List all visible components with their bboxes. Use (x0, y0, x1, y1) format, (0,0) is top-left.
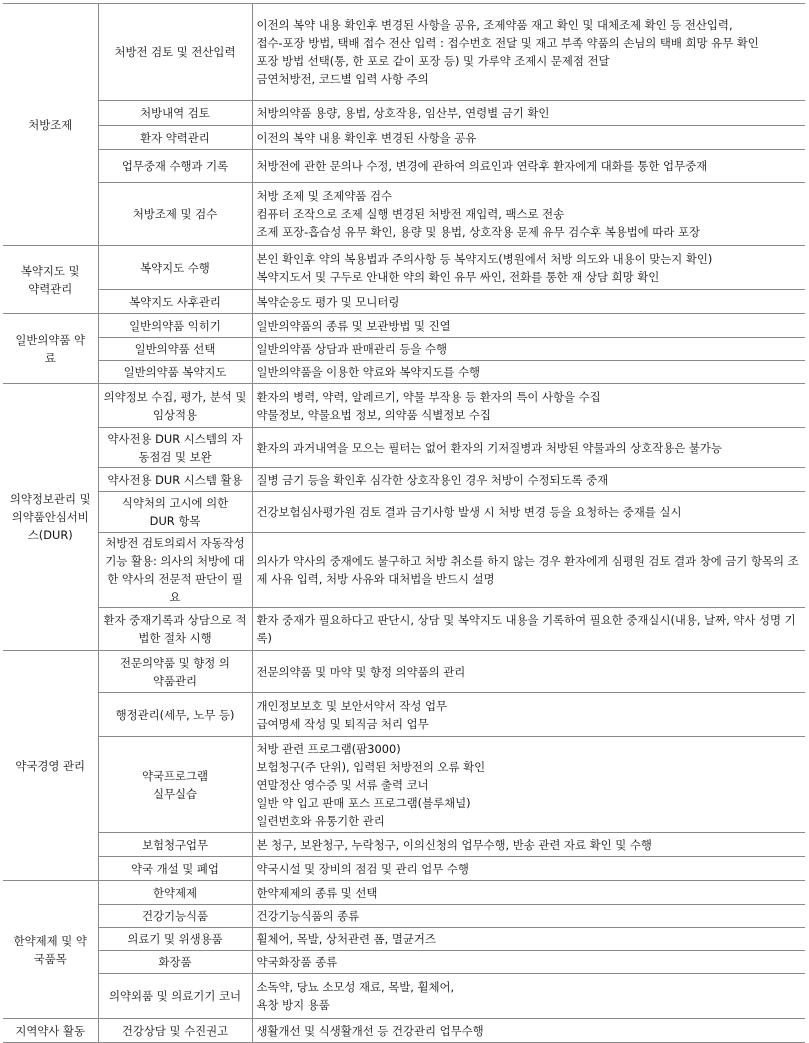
task-cell: 건강기능식품 (98, 905, 252, 928)
task-cell: 처방조제 및 검수 (98, 183, 252, 246)
description-line: 본인 확인후 약의 복용법과 주의사항 등 복약지도(병원에서 처방 의도와 내용이 맞는지 확인) (256, 251, 713, 266)
table-row (3, 314, 805, 338)
description-cell (252, 384, 805, 428)
description-cell (252, 4, 805, 101)
category-label: 일반의약품 약료 (15, 332, 86, 365)
task-cell: 화장품 (98, 951, 252, 974)
description-line: 의사가 약사의 중재에도 불구하고 처방 취소를 하지 않는 경우 환자에게 심평원 검토 결과 창에 금기 항목의 조제 사유 입력, 처방 사유와 대처법을 반드시 설명 (256, 554, 799, 586)
description-line: 개인정보보호 및 보안서약서 작성 업무 (256, 698, 448, 713)
description-line: 한약제제의 종류 및 선택 (256, 885, 378, 900)
description-cell (252, 428, 805, 468)
task-cell: 행정관리(세무, 노무 등) (98, 693, 252, 737)
table-row (3, 928, 805, 951)
description-cell (252, 492, 805, 533)
table-row (3, 737, 805, 833)
task-cell (98, 974, 252, 1019)
description-line: 약물정보, 약물요법 정보, 의약품 식별정보 수집 (256, 407, 491, 422)
description-line: 복약지도서 및 구두로 안내한 약의 확인 유무 싸인, 전화를 통한 재 상담 희망 확인 (256, 269, 660, 284)
task-cell (98, 737, 252, 833)
task-cell (98, 608, 252, 651)
category-cell (3, 384, 98, 651)
category-cell: 약국경영 관리 (3, 651, 98, 881)
table-row (3, 905, 805, 928)
description-cell (252, 314, 805, 338)
description-line: 일반의약품을 이용한 약료와 복약지도를 수행 (256, 365, 481, 379)
description-cell (252, 290, 805, 314)
description-cell (252, 857, 805, 881)
table-row (3, 150, 805, 183)
description-line: 휠체어, 목발, 상처관련 폼, 멸균거즈 (256, 932, 436, 946)
description-line: 전문의약품 및 마약 및 향정 의약품의 관리 (256, 664, 466, 679)
description-cell (252, 183, 805, 246)
table-row (3, 951, 805, 974)
description-line: 일반의약품의 종류 및 보관방법 및 진열 (256, 318, 451, 333)
description-line: 조제 포장-흡습성 유무 확인, 용량 및 용법, 상호작용 문제 유무 검수후 복용법에 따라 포장 (256, 225, 701, 239)
description-line: 소독약, 당뇨 소모성 재료, 목발, 휠체어, (256, 980, 455, 994)
table-row (3, 126, 805, 150)
description-cell (252, 101, 805, 126)
description-line: 일련번호와 유통기한 관리 (256, 813, 385, 828)
task-label: 처방전 검토의뢰서 자동작성기능 활용: 의사의 처방에 대한 약사의 전문적 판단이 필요 (105, 536, 245, 604)
task-cell (98, 533, 252, 608)
category-cell (3, 881, 98, 1019)
description-line: 포장 방법 선택(통, 한 포로 같이 포장 등) 및 가루약 조제시 문제점 전달 (256, 54, 610, 68)
description-cell (252, 905, 805, 928)
description-cell (252, 1019, 805, 1043)
description-line: 처방의약품 용량, 용법, 상호작용, 임산부, 연령별 금기 확인 (256, 106, 550, 120)
description-cell (252, 608, 805, 651)
description-line: 환자의 병력, 약력, 알레르기, 약물 부작용 등 환자의 특이 사항을 수집 (256, 389, 601, 404)
task-label: 의약외품 및 의료기기 코너 (109, 989, 241, 1003)
task-cell: 처방내역 검토 (98, 101, 252, 126)
description-cell (252, 246, 805, 290)
table-row (3, 608, 805, 651)
description-cell (252, 951, 805, 974)
task-label: 전문의약품 및 향정 의약품관리 (120, 655, 230, 688)
pharmacy-duty-table (3, 3, 805, 1043)
description-cell (252, 126, 805, 150)
description-line: 급여명세 작성 및 퇴직금 처리 업무 (256, 716, 429, 731)
task-cell: 보험청구업무 (98, 833, 252, 857)
description-cell (252, 737, 805, 833)
description-line: 욕창 방지 용품 (256, 998, 330, 1012)
task-cell: 일반의약품 복약지도 (98, 361, 252, 384)
description-line: 접수-포장 방법, 택배 접수 전산 입력 : 접수번호 전달 및 재고 부족 약품의 손님의 택배 희망 유무 확인 (256, 36, 759, 50)
description-line: 일반 약 입고 판매 포스 프로그램(블루채널) (256, 795, 471, 810)
description-line: 본 청구, 보완청구, 누락청구, 이의신청의 업무수행, 반송 관련 자료 확인 및 수행 (256, 837, 652, 852)
description-line: 처방전에 관한 문의나 수정, 변경에 관하여 의료인과 연락후 환자에게 대화를 통한 업무중재 (256, 159, 708, 173)
category-label: 복약지도 및 약력관리 (20, 263, 80, 296)
description-cell (252, 150, 805, 183)
task-cell: 일반의약품 선택 (98, 338, 252, 361)
table-row (3, 492, 805, 533)
table-row (3, 4, 805, 101)
table-row (3, 384, 805, 428)
table-row (3, 1019, 805, 1043)
category-cell (3, 1019, 98, 1043)
table-row (3, 338, 805, 361)
table-row (3, 183, 805, 246)
task-cell: 약사전용 DUR 시스템의 자동점검 및 보완 (98, 428, 252, 468)
category-cell: 처방조제 (3, 4, 98, 246)
task-cell: 복약지도 수행 (98, 246, 252, 290)
category-cell (3, 246, 98, 314)
description-line: 환자의 과거내역을 모으는 필터는 없어 환자의 기저질병과 처방된 약물과의 상호작용은 불가능 (256, 440, 722, 455)
category-label: 지역약사 활동 (15, 1023, 86, 1038)
table-row (3, 468, 805, 492)
table-row (3, 857, 805, 881)
category-label: 한약제제 및 약국품목 (13, 933, 87, 966)
description-cell (252, 693, 805, 737)
task-cell: 약국 개설 및 폐업 (98, 857, 252, 881)
description-cell (252, 468, 805, 492)
description-line: 약국시설 및 장비의 점검 및 관리 업무 수행 (256, 861, 469, 876)
task-cell: 의약정보 수집, 평가, 분석 및 임상적용 (98, 384, 252, 428)
description-line: 연말정산 영수증 및 서류 출력 코너 (256, 777, 429, 792)
table-row (3, 246, 805, 290)
description-line: 건강기능식품의 종류 (256, 909, 360, 923)
description-line: 환자 중재가 필요하다고 판단시, 상담 및 복약지도 내용을 기록하여 필요한 중재실시(내용, 날짜, 약사 성명 기록) (256, 613, 796, 645)
task-cell: 한약제제 (98, 881, 252, 905)
category-cell (3, 314, 98, 384)
task-cell (98, 492, 252, 533)
task-cell: 업무중재 수행과 기록 (98, 150, 252, 183)
description-line: 건강보험심사평가원 검토 결과 금기사항 발생 시 처방 변경 등을 요청하는 중재를 실시 (256, 505, 682, 519)
task-cell: 복약지도 사후관리 (98, 290, 252, 314)
description-cell (252, 533, 805, 608)
description-cell (252, 881, 805, 905)
description-line: 금연처방전, 코드별 입력 사항 주의 (256, 72, 429, 86)
category-label: 의약정보관리 및 의약품안심서비스(DUR) (9, 492, 91, 542)
task-label: 식약처의 고시에 의한 DUR 항목 (121, 496, 229, 528)
description-line: 이전의 복약 내용 확인후 변경된 사항을 공유, 조제약품 재고 확인 및 대체조제 확인 등 전산입력, (256, 18, 733, 32)
description-line: 일반의약품 상담과 판매관리 등을 수행 (256, 342, 448, 356)
task-cell: 의료기 및 위생용품 (98, 928, 252, 951)
table-row (3, 881, 805, 905)
description-cell (252, 361, 805, 384)
description-line: 처방 관련 프로그램(팜3000) (256, 741, 401, 756)
table-row (3, 833, 805, 857)
description-line: 컴퓨터 조작으로 조제 실행 변경된 처방전 재입력, 팩스로 전송 (256, 207, 565, 221)
table-row (3, 693, 805, 737)
task-cell (98, 468, 252, 492)
description-line: 이전의 복약 내용 확인후 변경된 사항을 공유 (256, 130, 477, 145)
task-label: 약국프로그램 실무실습 (141, 768, 209, 801)
table-row (3, 651, 805, 693)
task-cell: 건강상담 및 수진권고 (98, 1019, 252, 1043)
task-cell: 처방전 검토 및 전산입력 (98, 4, 252, 101)
table-row (3, 361, 805, 384)
description-cell (252, 833, 805, 857)
task-label: 약사전용 DUR 시스템 활용 (107, 472, 243, 487)
description-cell (252, 651, 805, 693)
table-row (3, 428, 805, 468)
description-cell (252, 928, 805, 951)
task-label: 환자 중재기록과 상담으로 적법한 절차 시행 (103, 613, 247, 645)
description-line: 복약순응도 평가 및 모니터링 (256, 294, 400, 309)
task-cell (98, 651, 252, 693)
table-row (3, 533, 805, 608)
table-row (3, 974, 805, 1019)
description-cell (252, 338, 805, 361)
description-cell (252, 974, 805, 1019)
description-line: 보험청구(주 단위), 입력된 처방전의 오류 확인 (256, 759, 486, 774)
description-line: 생활개선 및 식생활개선 등 건강관리 업무수행 (256, 1023, 484, 1038)
description-line: 약국화장품 종류 (256, 955, 338, 969)
task-cell: 일반의약품 익히기 (98, 314, 252, 338)
task-cell: 환자 약력관리 (98, 126, 252, 150)
table-row (3, 290, 805, 314)
table-row (3, 101, 805, 126)
description-line: 질병 금기 등을 확인후 심각한 상호작용인 경우 처방이 수정되도록 중재 (256, 472, 609, 487)
description-line: 처방 조제 및 조제약품 검수 (256, 189, 393, 203)
